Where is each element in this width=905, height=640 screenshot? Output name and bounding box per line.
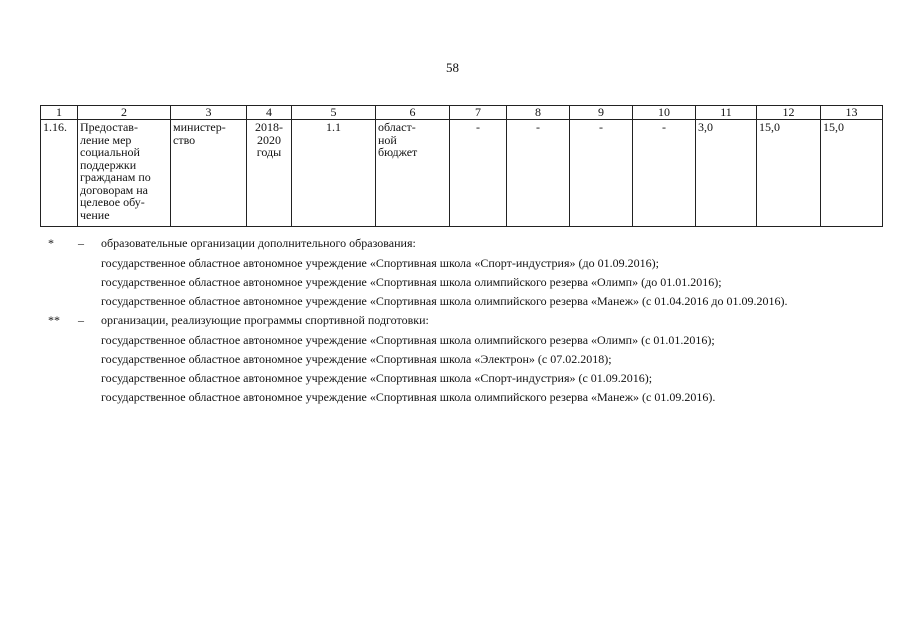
table-row bbox=[41, 120, 883, 227]
footnote-item-text: государственное областное автономное учреждение «Спортивная школа олимпийского резерва «Манеж» (с 01.04.2016 до 01.09.2016). bbox=[101, 294, 788, 308]
indicator-cell: 1.1 bbox=[292, 120, 376, 227]
period-cell: 2018- 2020 годы bbox=[247, 120, 292, 227]
value-cell: - bbox=[633, 120, 696, 227]
column-header: 3 bbox=[171, 106, 247, 120]
column-header: 5 bbox=[292, 106, 376, 120]
footnote-item-text: государственное областное автономное учреждение «Спортивная школа олимпийского резерва «Манеж» (с 01.09.2016). bbox=[101, 390, 716, 404]
value-cell: - bbox=[570, 120, 633, 227]
row-number-cell: 1.16. bbox=[41, 120, 78, 227]
column-header: 13 bbox=[821, 106, 883, 120]
value-cell: - bbox=[450, 120, 507, 227]
program-table bbox=[40, 105, 883, 227]
footnote-dash: – bbox=[78, 313, 84, 327]
column-header: 10 bbox=[633, 106, 696, 120]
page-number: 58 bbox=[446, 60, 459, 75]
column-header: 4 bbox=[247, 106, 292, 120]
column-header: 2 bbox=[78, 106, 171, 120]
funding-source-cell: област- ной бюджет bbox=[376, 120, 450, 227]
footnote-item-text: государственное областное автономное учреждение «Спортивная школа олимпийского резерва «Олимп» (с 01.01.2016); bbox=[101, 333, 715, 347]
footnote-item-text: государственное областное автономное учреждение «Спортивная школа олимпийского резерва «Олимп» (до 01.01.2016); bbox=[101, 275, 722, 289]
column-header: 6 bbox=[376, 106, 450, 120]
column-header: 7 bbox=[450, 106, 507, 120]
measure-name-cell: Предостав- ление мер социальной поддержки гражданам по договорам на целевое обу- чение bbox=[78, 120, 171, 227]
footnote-text: организации, реализующие программы спортивной подготовки: bbox=[101, 313, 429, 327]
value-cell: 15,0 bbox=[757, 120, 821, 227]
footnote-dash: – bbox=[78, 236, 84, 250]
value-cell: 3,0 bbox=[696, 120, 757, 227]
footnote-item-text: государственное областное автономное учреждение «Спортивная школа «Спорт-индустрия» (до 01.09.2016); bbox=[101, 256, 659, 270]
column-header: 12 bbox=[757, 106, 821, 120]
footnote-item-text: государственное областное автономное учреждение «Спортивная школа «Спорт-индустрия» (с 01.09.2016); bbox=[101, 371, 653, 385]
executor-cell: министер- ство bbox=[171, 120, 247, 227]
footnote-marker: * bbox=[48, 236, 54, 250]
value-cell: - bbox=[507, 120, 570, 227]
column-header: 11 bbox=[696, 106, 757, 120]
footnote-item-text: государственное областное автономное учреждение «Спортивная школа «Электрон» (с 07.02.2018); bbox=[101, 352, 612, 366]
table-header-row bbox=[41, 106, 883, 120]
footnote-text: образовательные организации дополнительного образования: bbox=[101, 236, 416, 250]
footnote-marker: ** bbox=[48, 313, 60, 327]
value-cell: 15,0 bbox=[821, 120, 883, 227]
column-header: 8 bbox=[507, 106, 570, 120]
column-header: 9 bbox=[570, 106, 633, 120]
column-header: 1 bbox=[41, 106, 78, 120]
